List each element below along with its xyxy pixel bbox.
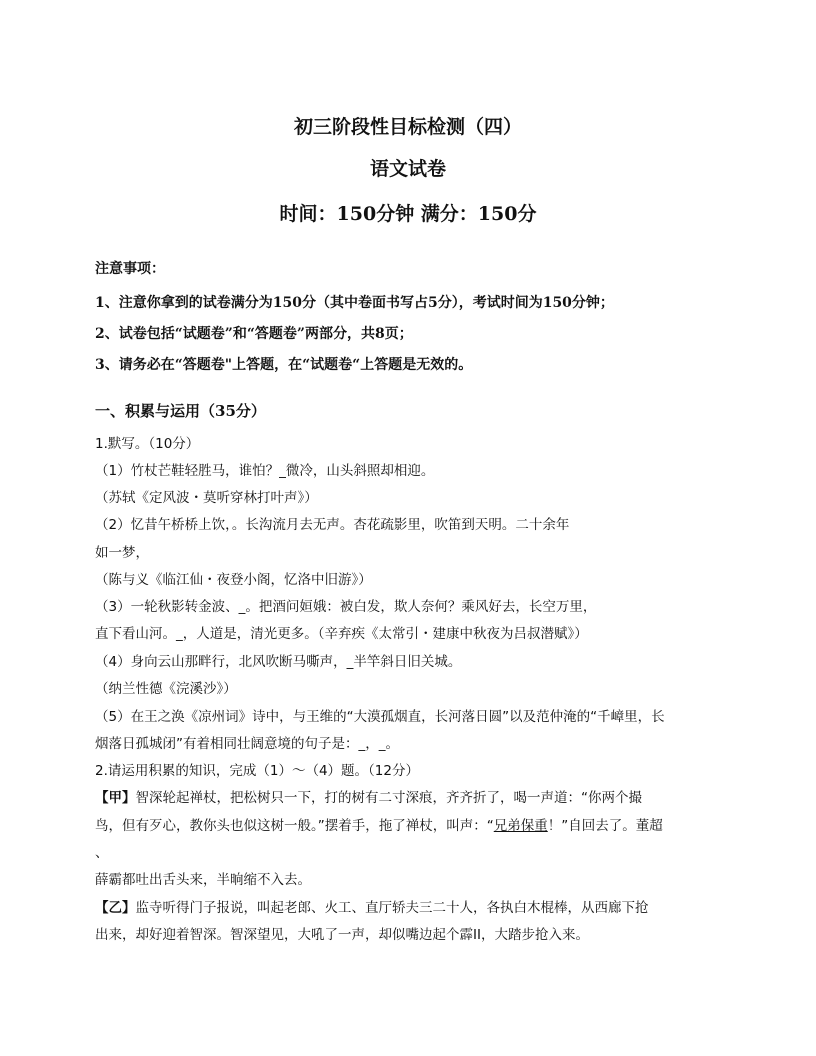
notice-item-1: 1、注意你拿到的试卷满分为150分（其中卷面书写占5分），考试时间为150分钟； (95, 295, 614, 311)
notice-item-2: 2、试卷包括“试题卷”和“答题卷”两部分，共8页； (95, 326, 413, 342)
question-line: （2）忆昔午桥桥上饮，。长沟流月去无声。杏花疏影里，吹笛到天明。二十余年 (95, 517, 570, 533)
question-line: 直下看山河。_，人道是，清光更多。（辛弃疾《太常引・建康中秋夜为吕叔潜赋》） (95, 626, 588, 642)
question-line: 如一梦， (95, 545, 149, 561)
section-heading: 一、积累与运用（35分） (95, 402, 266, 420)
passage-b-line-2: 出来，却好迎着智深。智深望见，大吼了一声，却似嘴边起个霹II，大踏步抢入来。 (95, 927, 589, 943)
question-1-heading: 1.默写。（10分） (95, 436, 200, 452)
question-line: （纳兰性德《浣溪沙》） (95, 681, 237, 697)
question-2-heading: 2.请运用积累的知识，完成（1）～（4）题。（12分） (95, 763, 419, 779)
question-line: （1）竹杖芒鞋轻胜马，谁怕？_微冷，山头斜照却相迎。 (95, 463, 435, 479)
passage-a-line-2: 鸟，但有歹心，教你头也似这树一般。”摆着手，拖了禅杖，叫声：“兄弟保重！”自回去了。董超 (95, 818, 663, 834)
question-line: 烟落日孤城闭”有着相同壮阔意境的句子是：_，_。 (95, 736, 399, 752)
question-line: （苏轼《定风波・莫听穿林打叶声》） (95, 490, 318, 506)
exam-title: 初三阶段性目标检测（四） (293, 116, 522, 138)
question-line: （4）身向云山那畔行，北风吹断马嘶声，_半竿斜日旧关城。 (95, 654, 462, 670)
question-line: （3）一轮秋影转金波、_。把酒问姮娥：被白发，欺人奈何？乘风好去，长空万里， (95, 599, 597, 615)
passage-a-line-3: 、 (95, 845, 109, 861)
passage-b-line-1: 【乙】监寺听得门子报说，叫起老郎、火工、直厅轿夫三二十人，各执白木棍棒，从西廊下抢 (95, 900, 649, 916)
question-line: （5）在王之涣《凉州词》诗中，与王维的“大漠孤烟直，长河落日圆”以及范仲淹的“千嶂里，长 (95, 709, 665, 725)
exam-subtitle: 语文试卷 (369, 158, 446, 180)
passage-a-label: 【甲】 (95, 790, 136, 806)
notice-heading: 注意事项： (95, 261, 165, 277)
passage-b-label: 【乙】 (95, 900, 136, 916)
question-line: （陈与义《临江仙・夜登小阁，忆洛中旧游》） (95, 572, 372, 588)
passage-a-line-1: 【甲】智深轮起禅杖，把松树只一下，打的树有二寸深痕，齐齐折了，喝一声道：“你两个撮 (95, 790, 642, 806)
underlined-phrase: 兄弟保重 (493, 818, 548, 834)
notice-item-3: 3、请务必在“答题卷"上答题，在“试题卷“上答题是无效的。 (95, 357, 473, 373)
passage-a-line-4: 薛霸都吐出舌头来，半晌缩不入去。 (95, 872, 311, 888)
exam-time-score: 时间：150分钟 满分：150分 (279, 203, 537, 225)
